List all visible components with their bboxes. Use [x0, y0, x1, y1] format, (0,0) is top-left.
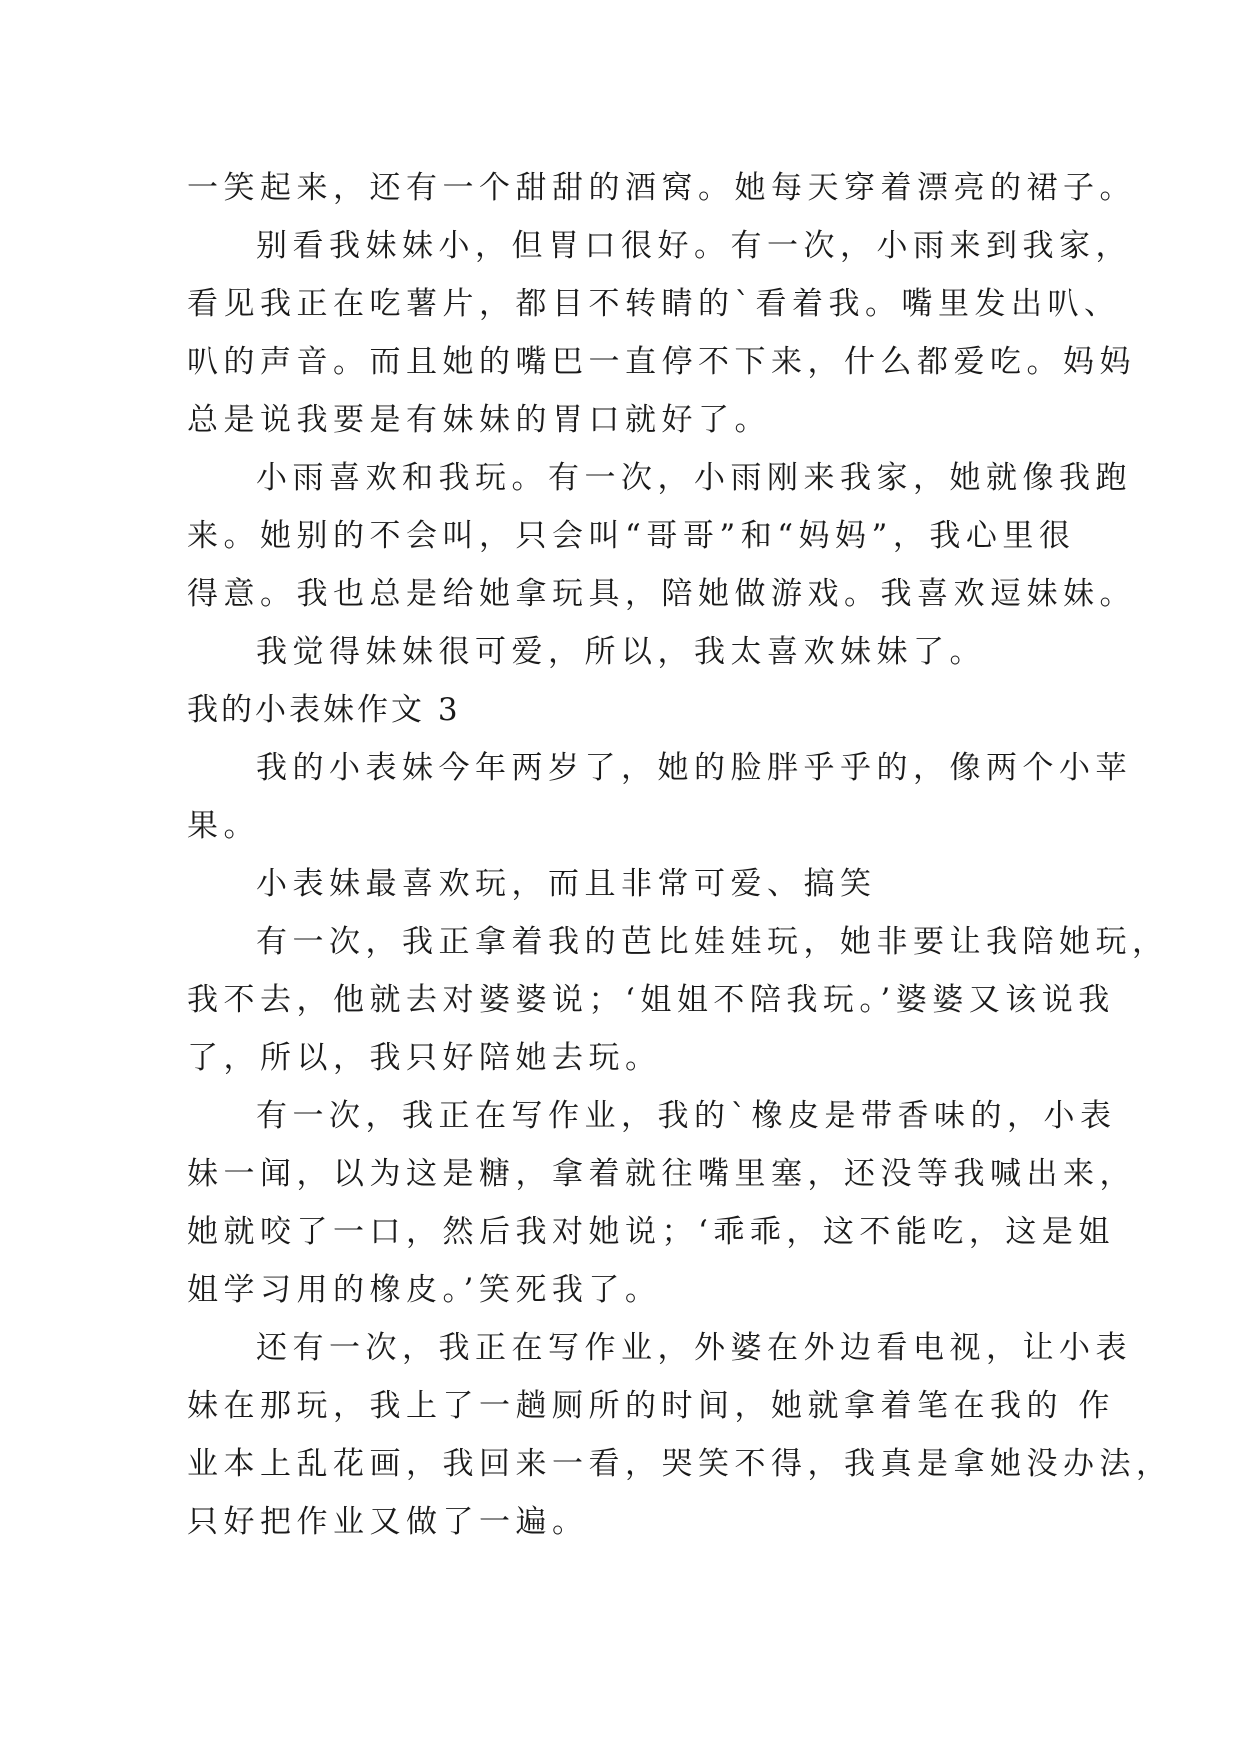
text-line: 得意。我也总是给她拿玩具，陪她做游戏。我喜欢逗妹妹。	[187, 576, 1136, 612]
paragraph-start-line: 有一次，我正拿着我的芭比娃娃玩，她非要让我陪她玩，	[256, 924, 1169, 960]
text-line: 来。她别的不会叫，只会叫“哥哥”和“妈妈”，我心里很	[187, 518, 1076, 554]
paragraph-start-line: 小表妹最喜欢玩，而且非常可爱、搞笑	[256, 866, 877, 902]
text-line: 业本上乱花画，我回来一看，哭笑不得，我真是拿她没办法，	[187, 1446, 1173, 1482]
text-line: 总是说我要是有妹妹的胃口就好了。	[187, 402, 771, 438]
text-line: 她就咬了一口，然后我对她说；‘乖乖，这不能吃，这是姐	[187, 1214, 1115, 1250]
paragraph-start-line: 还有一次，我正在写作业，外婆在外边看电视，让小表	[256, 1330, 1132, 1366]
text-line: 只好把作业又做了一遍。	[187, 1504, 589, 1540]
section-heading: 我的小表妹作文 3	[187, 692, 461, 728]
paragraph-start-line: 小雨喜欢和我玩。有一次，小雨刚来我家，她就像我跑	[256, 460, 1132, 496]
text-line: 姐学习用的橡皮。’笑死我了。	[187, 1272, 662, 1308]
text-line: 了，所以，我只好陪她去玩。	[187, 1040, 662, 1076]
text-line: 看见我正在吃薯片，都目不转睛的`看着我。嘴里发出叭、	[187, 286, 1121, 322]
text-line: 妹在那玩，我上了一趟厕所的时间，她就拿着笔在我的 作	[187, 1388, 1115, 1424]
text-line: 果。	[187, 808, 260, 844]
text-line: 我不去，他就去对婆婆说；‘姐姐不陪我玩。’婆婆又该说我	[187, 982, 1115, 1018]
paragraph-start-line: 别看我妹妹小，但胃口很好。有一次，小雨来到我家，	[256, 228, 1132, 264]
paragraph-start-line: 我的小表妹今年两岁了，她的脸胖乎乎的，像两个小苹	[256, 750, 1132, 786]
paragraph-start-line: 我觉得妹妹很可爱，所以，我太喜欢妹妹了。	[256, 634, 986, 670]
text-line: 一笑起来，还有一个甜甜的酒窝。她每天穿着漂亮的裙子。	[187, 170, 1136, 206]
text-line: 叭的声音。而且她的嘴巴一直停不下来，什么都爱吃。妈妈	[187, 344, 1136, 380]
paragraph-start-line: 有一次，我正在写作业，我的`橡皮是带香味的，小表	[256, 1098, 1117, 1134]
text-line: 妹一闻，以为这是糖，拿着就往嘴里塞，还没等我喊出来，	[187, 1156, 1136, 1192]
